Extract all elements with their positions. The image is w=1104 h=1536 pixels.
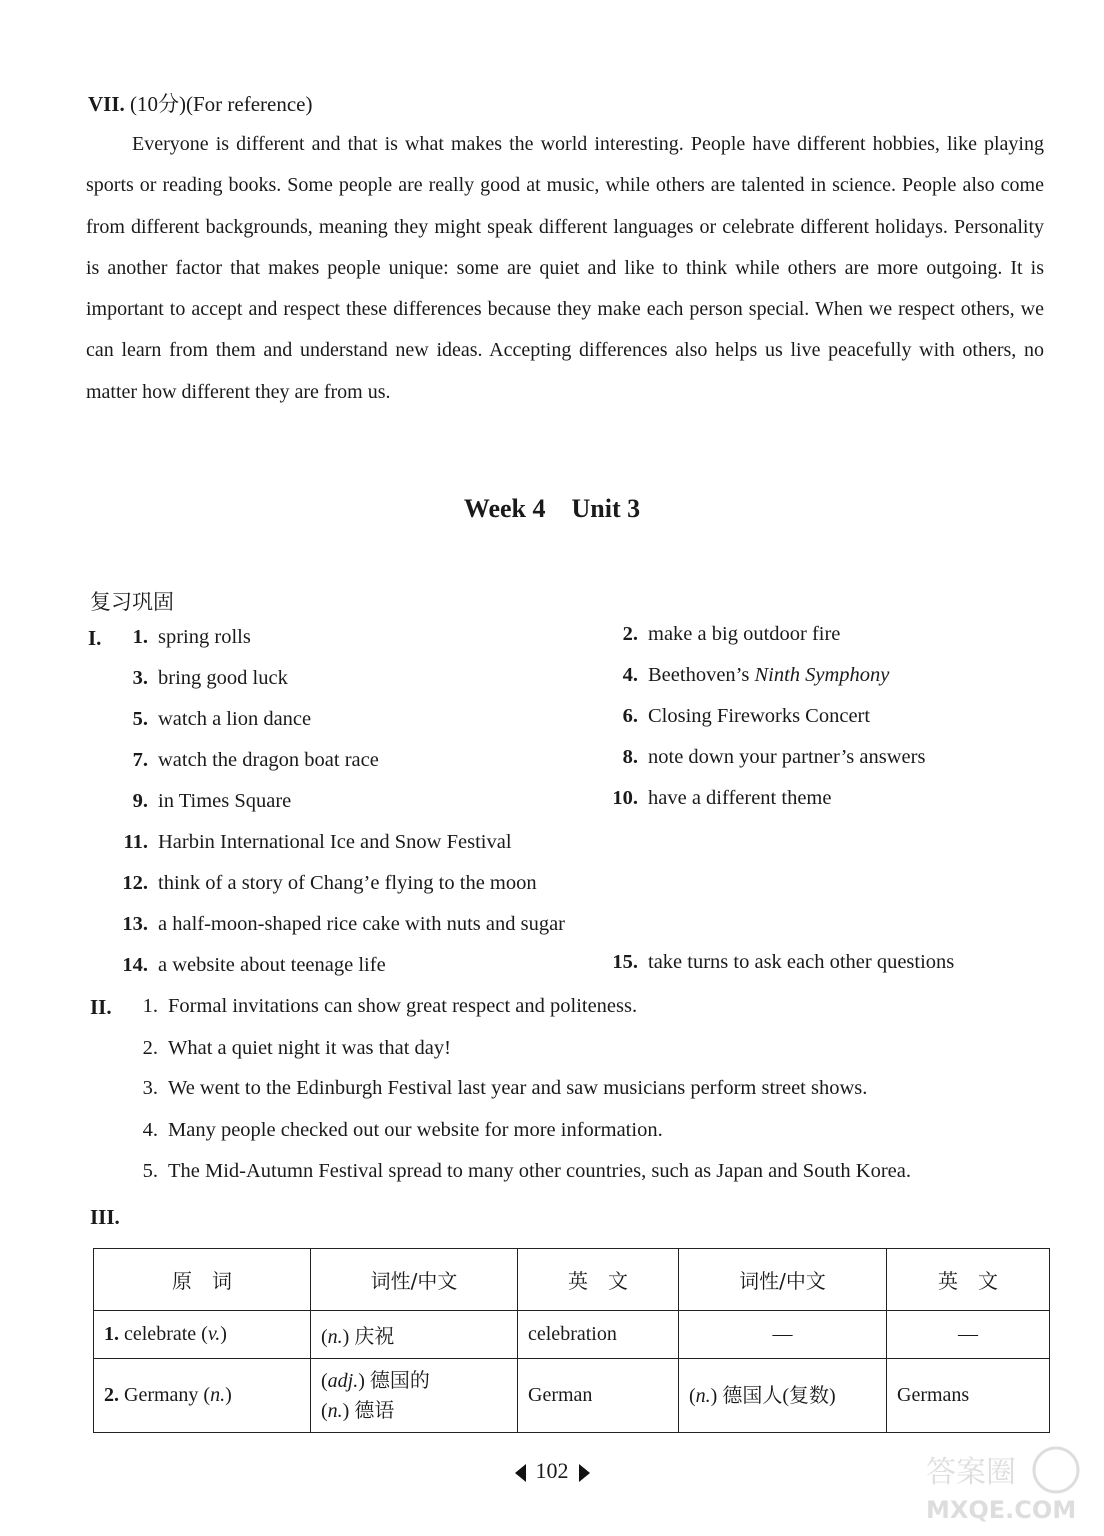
column-header: 英 文 [887, 1249, 1050, 1311]
watermark-logo [918, 1442, 1090, 1528]
list-item: 3. bring good luck [132, 667, 288, 689]
table-header-row [94, 1249, 1050, 1311]
table-cell: 1. celebrate (v.) [94, 1311, 311, 1359]
section-roman-iii: III. [90, 1205, 120, 1229]
page-title: Week 4 Unit 3 [463, 494, 641, 523]
essay-heading [88, 88, 313, 118]
table-cell: Germans [887, 1359, 1050, 1433]
table-row [94, 1311, 1050, 1359]
list-item: 4. Beethoven’s Ninth Symphony [622, 664, 890, 686]
list-item: 9. in Times Square [132, 790, 292, 812]
table-cell: 2. Germany (n.) [94, 1359, 311, 1433]
list-item: 2. What a quiet night it was that day! [142, 1037, 451, 1059]
column-header: 词性/中文 [311, 1249, 518, 1311]
list-item: 8. note down your partner’s answers [622, 746, 926, 768]
table-cell: German [518, 1359, 679, 1433]
prev-arrow-icon [515, 1464, 526, 1482]
table-cell: (n.) 庆祝 [311, 1311, 518, 1359]
table-cell: celebration [518, 1311, 679, 1359]
list-item: 7. watch the dragon boat race [132, 749, 379, 771]
list-item: 10. have a different theme [612, 787, 832, 809]
list-item: 13. a half-moon-shaped rice cake with nuts and sugar [122, 913, 566, 935]
table-cell: (n.) 德国人(复数) [679, 1359, 887, 1433]
column-header: 词性/中文 [679, 1249, 887, 1311]
list-item: 5. The Mid-Autumn Festival spread to many other countries, such as Japan and South Korea. [142, 1160, 911, 1182]
list-item: 12. think of a story of Chang’e flying to the moon [122, 872, 537, 894]
section-roman-vii: VII. [88, 92, 125, 116]
table-cell: — [887, 1311, 1050, 1359]
list-item: 4. Many people checked out our website for more information. [142, 1119, 663, 1141]
score-note: (10分)(For reference) [130, 92, 313, 116]
list-item: 15. take turns to ask each other questions [612, 951, 955, 973]
table-row [94, 1359, 1050, 1433]
next-arrow-icon [579, 1464, 590, 1482]
table-cell: — [679, 1311, 887, 1359]
essay-paragraph: Everyone is different and that is what makes the world interesting. People have different hobbies, like playing sports or reading books. Some people are really good at music, while others are talented in science. People also come from different backgrounds, meaning they might speak different languages or celebrate different holidays. Personality is another factor that makes people unique: some are quiet and like to think while others are more outgoing. It is important to accept and respect these differences because they make each person special. When we respect others, we can learn from them and understand new ideas. Accepting differences also helps us live peacefully with others, no matter how different they are from us. [86, 133, 1044, 403]
section-roman-i: I. [88, 626, 102, 650]
table-cell: (adj.) 德国的 (n.) 德语 [311, 1359, 518, 1433]
list-item: 3. We went to the Edinburgh Festival last year and saw musicians perform street shows. [142, 1077, 868, 1099]
list-item: 5. watch a lion dance [132, 708, 312, 730]
page-number: 102 [0, 1458, 1104, 1484]
section-label: 复习巩固 [90, 590, 174, 614]
column-header: 原 词 [94, 1249, 311, 1311]
list-item: 2. make a big outdoor fire [622, 623, 841, 645]
watermark-text: MXQE.COM [926, 1496, 1077, 1524]
list-item: 11. Harbin International Ice and Snow Festival [123, 831, 512, 853]
column-header: 英 文 [518, 1249, 679, 1311]
watermark-cn: 答案圈 [926, 1455, 1016, 1490]
list-item: 6. Closing Fireworks Concert [622, 705, 871, 727]
section-roman-ii: II. [90, 995, 112, 1019]
list-item: 1. Formal invitations can show great respect and politeness. [142, 995, 638, 1017]
list-item: 1. spring rolls [132, 626, 251, 648]
vocabulary-table [93, 1248, 1050, 1433]
list-item: 14. a website about teenage life [122, 954, 386, 976]
